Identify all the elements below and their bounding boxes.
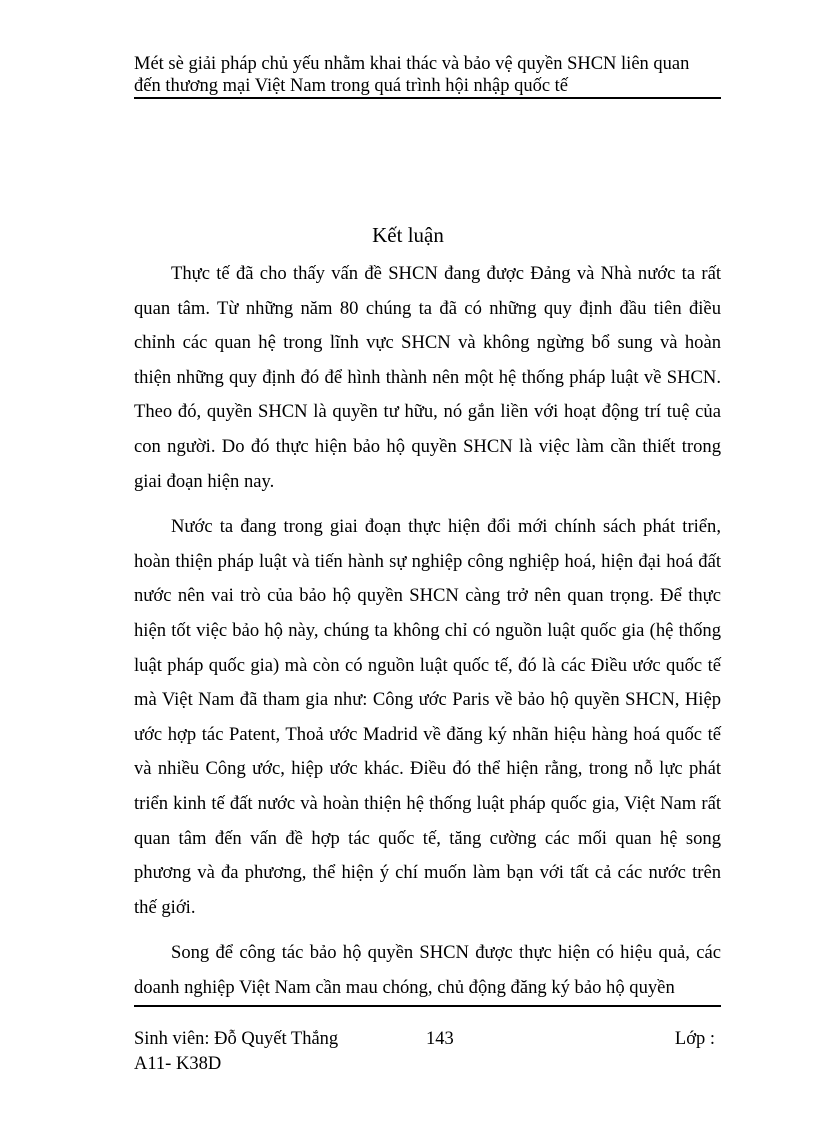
body-text <box>134 257 721 1016</box>
class-code: A11- K38D <box>134 1054 222 1074</box>
student-name: Sinh viên: Đỗ Quyết Thắng <box>134 1029 339 1049</box>
paragraph: Nước ta đang trong giai đoạn thực hiện đổi mới chính sách phát triển, hoàn thiện pháp luật và tiến hành sự nghiệp công nghiệp hoá, hiện đại hoá đất nước nên vai trò của bảo hộ quyền SHCN càng trở nên quan trọng. Để thực hiện tốt việc bảo hộ này, chúng ta không chỉ có nguồn luật quốc gia (hệ thống luật pháp quốc gia) mà còn có nguồn luật quốc tế, đó là các Điều ước quốc tế mà Việt Nam đã tham gia như: Công ước Paris về bảo hộ quyền SHCN, Hiệp ước hợp tác Patent, Thoả ước Madrid về đăng ký nhãn hiệu hàng hoá quốc tế và nhiều Công ước, hiệp ước khác. Điều đó thể hiện rằng, trong nỗ lực phát triển kinh tế đất nước và hoàn thiện hệ thống luật pháp quốc gia, Việt Nam rất quan tâm đến vấn đề hợp tác quốc tế, tăng cường các mối quan hệ song phương và đa phương, thể hiện ý chí muốn làm bạn với tất cả các nước trên thế giới. <box>134 516 721 918</box>
paragraph: Song để công tác bảo hộ quyền SHCN được thực hiện có hiệu quả, các doanh nghiệp Việt Nam cần mau chóng, chủ động đăng ký bảo hộ quyền <box>134 942 721 998</box>
header-divider <box>134 97 721 99</box>
section-title: Kết luận <box>372 223 444 247</box>
class-label: Lớp : <box>674 1029 715 1049</box>
footer-divider <box>134 1005 721 1007</box>
running-header: Mét sè giải pháp chủ yếu nhằm khai thác và bảo vệ quyền SHCN liên quan đến thương mại Việt Nam trong quá trình hội nhập quốc tế <box>134 54 690 96</box>
paragraph: Thực tế đã cho thấy vấn đề SHCN đang được Đảng và Nhà nước ta rất quan tâm. Từ những năm 80 chúng ta đã có những quy định đầu tiên điều chỉnh các quan hệ trong lĩnh vực SHCN và không ngừng bổ sung và hoàn thiện những quy định đó để hình thành nên một hệ thống pháp luật về SHCN. Theo đó, quyền SHCN là quyền tư hữu, nó gắn liền với hoạt động trí tuệ của con người. Do đó thực hiện bảo hộ quyền SHCN là việc làm cần thiết trong giai đoạn hiện nay. <box>134 263 721 492</box>
page-number: 143 <box>426 1029 454 1049</box>
